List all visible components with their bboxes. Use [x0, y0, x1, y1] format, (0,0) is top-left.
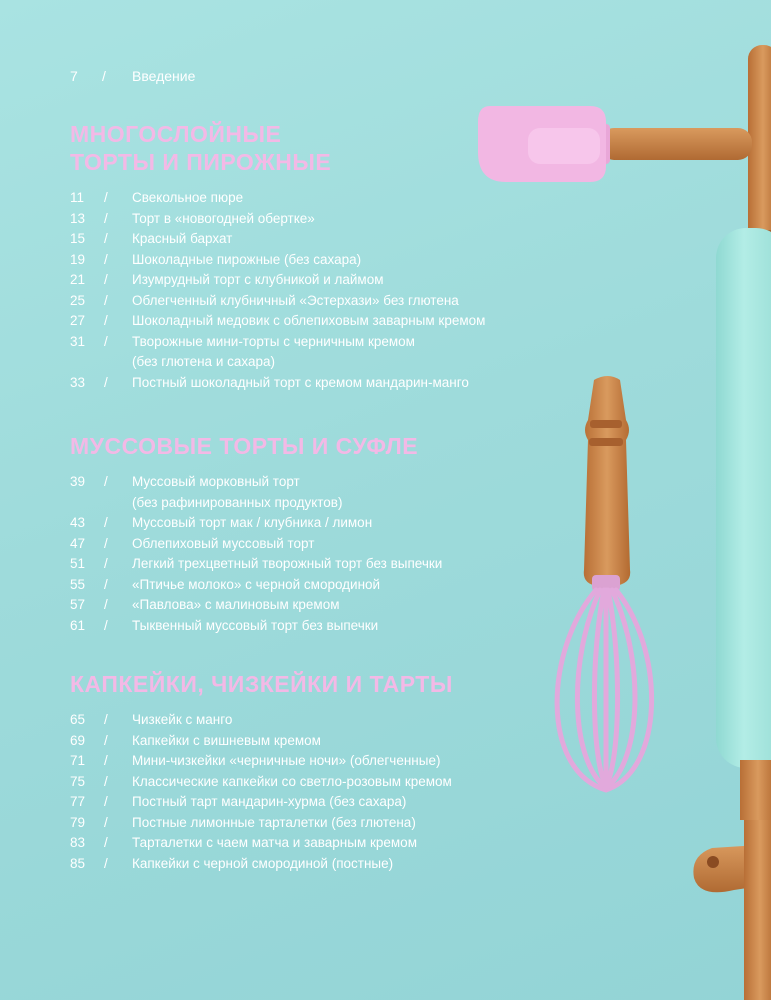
toc-page-number: 43	[70, 515, 86, 530]
toc-item[interactable]	[70, 854, 453, 875]
rolling-pin-icon	[693, 45, 771, 1000]
toc-page-number: 57	[70, 597, 86, 612]
toc-separator: /	[104, 617, 108, 633]
toc-separator: /	[104, 190, 108, 205]
toc-page-number: 77	[70, 794, 86, 809]
toc-item[interactable]	[70, 534, 442, 555]
toc-page-number: 31	[70, 333, 86, 349]
toc-separator: /	[104, 231, 108, 246]
toc-page-number: 47	[70, 535, 86, 551]
section-heading	[70, 120, 485, 176]
toc-title: Облегченный клубничный «Эстерхази» без глютена	[132, 292, 459, 308]
toc-item[interactable]	[70, 772, 453, 793]
section-heading-line: ТОРТЫ И ПИРОЖНЫЕ	[70, 149, 332, 175]
toc-title: Капкейки с черной смородиной (постные)	[132, 855, 394, 871]
toc-item[interactable]	[70, 311, 485, 332]
toc-item[interactable]	[70, 616, 442, 637]
toc-separator: /	[104, 855, 108, 871]
toc-title: Муссовый торт мак / клубника / лимон	[132, 515, 373, 530]
toc-title: Легкий трехцветный творожный торт без выпечки	[132, 556, 443, 571]
toc-page-number: 27	[70, 313, 86, 328]
toc-title: Постный тарт мандарин-хурма (без сахара)	[132, 794, 407, 809]
toc-title: Свекольное пюре	[132, 190, 244, 205]
toc-page-number: 21	[70, 272, 86, 287]
toc-title-continued: (без рафинированных продуктов)	[132, 494, 343, 510]
toc-title: Торт в «новогодней обертке»	[132, 210, 315, 226]
toc-separator: /	[104, 712, 108, 727]
toc-title: Мини-чизкейки «черничные ночи» (облегченные)	[132, 753, 441, 768]
toc-section-mousse-cakes	[70, 432, 442, 636]
intro-title: Введение	[132, 68, 196, 84]
intro-entry	[70, 68, 195, 84]
toc-page-number: 39	[70, 474, 86, 489]
toc-title-continued: (без глютена и сахара)	[132, 354, 275, 369]
spatula-icon	[478, 106, 752, 182]
toc-page-number: 65	[70, 712, 86, 727]
toc-item[interactable]	[70, 813, 453, 834]
toc-separator: /	[104, 773, 108, 789]
toc-item[interactable]	[70, 188, 485, 209]
toc-title: Классические капкейки со светло-розовым кремом	[132, 773, 452, 789]
toc-item[interactable]	[70, 270, 485, 291]
toc-page-number: 61	[70, 617, 86, 633]
toc-page-number: 13	[70, 210, 86, 226]
toc-page-number: 75	[70, 773, 86, 789]
toc-separator: /	[104, 374, 108, 390]
toc-item[interactable]	[70, 332, 485, 373]
toc-section-cupcakes	[70, 670, 453, 874]
toc-title: Тыквенный муссовый торт без выпечки	[132, 617, 379, 633]
toc-separator: /	[104, 515, 108, 530]
toc-title: Капкейки с вишневым кремом	[132, 732, 321, 748]
intro-page-number: 7	[70, 68, 78, 84]
toc-item[interactable]	[70, 792, 453, 813]
section-heading-line: КАПКЕЙКИ, ЧИЗКЕЙКИ И ТАРТЫ	[70, 671, 453, 697]
toc-separator: /	[104, 251, 108, 267]
toc-section-layer-cakes	[70, 120, 485, 393]
toc-item[interactable]	[70, 554, 442, 575]
toc-separator: /	[104, 272, 108, 287]
toc-item[interactable]	[70, 710, 453, 731]
toc-title: Изумрудный торт с клубникой и лаймом	[132, 272, 384, 287]
toc-title: Тарталетки с чаем матча и заварным кремом	[132, 835, 417, 850]
section-heading-line: МУССОВЫЕ ТОРТЫ И СУФЛЕ	[70, 433, 419, 459]
toc-item[interactable]	[70, 575, 442, 596]
toc-item[interactable]	[70, 291, 485, 312]
toc-separator: /	[104, 333, 108, 349]
toc-page-number: 79	[70, 814, 86, 830]
toc-separator: /	[104, 292, 108, 308]
toc-title: Творожные мини-торты с черничным кремом	[132, 333, 415, 349]
toc-title: Облепиховый муссовый торт	[132, 535, 315, 551]
toc-item[interactable]	[70, 513, 442, 534]
toc-separator: /	[104, 597, 108, 612]
toc-page-number: 19	[70, 251, 86, 267]
toc-item[interactable]	[70, 229, 485, 250]
toc-title: Красный бархат	[132, 231, 233, 246]
toc-separator: /	[104, 576, 108, 592]
toc-title: Шоколадные пирожные (без сахара)	[132, 251, 362, 267]
toc-page-number: 55	[70, 576, 86, 592]
toc-title: «Павлова» с малиновым кремом	[132, 597, 340, 612]
toc-item[interactable]	[70, 209, 485, 230]
toc-item[interactable]	[70, 833, 453, 854]
toc-title: Постный шоколадный торт с кремом мандарин-манго	[132, 374, 469, 390]
toc-page-number: 33	[70, 374, 86, 390]
toc-page-number: 15	[70, 231, 86, 246]
toc-page-number: 85	[70, 855, 86, 871]
toc-page-number: 51	[70, 556, 86, 571]
toc-title: Чизкейк с манго	[132, 712, 233, 727]
toc-separator: /	[104, 753, 108, 768]
toc-title: Постные лимонные тарталетки (без глютена)	[132, 814, 416, 830]
intro-separator: /	[102, 68, 106, 84]
toc-title: «Птичье молоко» с черной смородиной	[132, 576, 381, 592]
toc-separator: /	[104, 210, 108, 226]
toc-page-number: 83	[70, 835, 86, 850]
whisk-icon	[557, 376, 651, 790]
toc-separator: /	[104, 474, 108, 489]
toc-item[interactable]	[70, 250, 485, 271]
toc-separator: /	[104, 732, 108, 748]
toc-title: Муссовый морковный торт	[132, 474, 300, 489]
toc-item[interactable]	[70, 731, 453, 752]
toc-page-number: 11	[70, 190, 85, 205]
section-heading	[70, 432, 442, 460]
section-heading-line: МНОГОСЛОЙНЫЕ	[70, 121, 282, 147]
toc-item[interactable]	[70, 472, 442, 513]
toc-page-number: 69	[70, 732, 86, 748]
toc-separator: /	[104, 313, 108, 328]
toc-item[interactable]	[70, 595, 442, 616]
toc-item[interactable]	[70, 373, 485, 394]
toc-separator: /	[104, 835, 108, 850]
toc-separator: /	[104, 535, 108, 551]
toc-separator: /	[104, 814, 108, 830]
toc-page-number: 71	[70, 753, 86, 768]
section-heading	[70, 670, 453, 698]
toc-separator: /	[104, 794, 108, 809]
toc-page-number: 25	[70, 292, 86, 308]
toc-separator: /	[104, 556, 108, 571]
toc-title: Шоколадный медовик с облепиховым заварным кремом	[132, 313, 486, 328]
toc-item[interactable]	[70, 751, 453, 772]
